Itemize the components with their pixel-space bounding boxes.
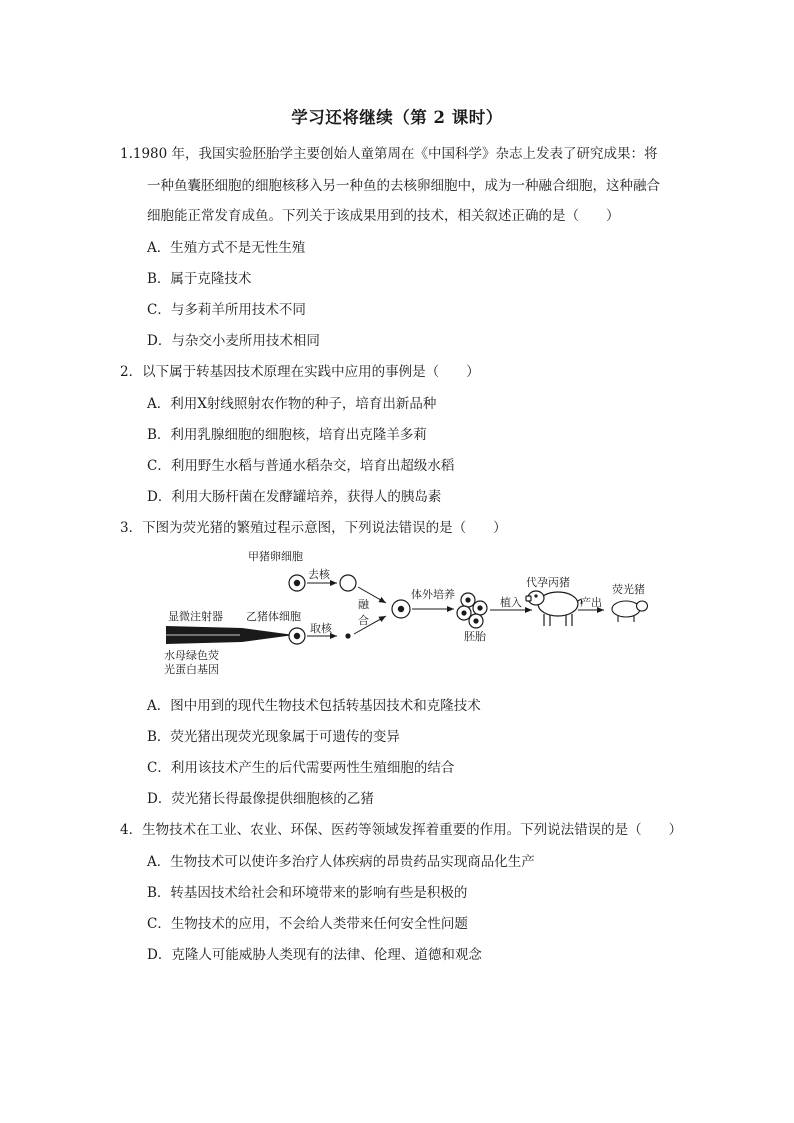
q3-option-b: B．荧光猪出现荧光现象属于可遗传的变异: [147, 729, 400, 745]
q2-option-b: B．利用乳腺细胞的细胞核，培育出克隆羊多莉: [147, 427, 427, 443]
q3-option-d: D．荧光猪长得最像提供细胞核的乙猪: [147, 791, 374, 807]
label-birth: 产出: [580, 596, 602, 609]
q2-stem: 2．以下属于转基因技术原理在实践中应用的事例是（ ）: [120, 364, 480, 380]
syringe-icon: [166, 626, 294, 644]
q2-option-a: A．利用X射线照射农作物的种子，培育出新品种: [147, 396, 437, 412]
label-embryo: 胚胎: [464, 630, 486, 643]
q4-option-c: C．生物技术的应用，不会给人类带来任何安全性问题: [147, 916, 468, 932]
label-qu-he: 去核: [308, 568, 330, 581]
q4-option-b: B．转基因技术给社会和环境带来的影响有些是积极的: [147, 885, 468, 901]
page-title: 学习还将继续（第 2 课时）: [291, 108, 503, 127]
q3-stem: 3．下图为荧光猪的繁殖过程示意图，下列说法错误的是（ ）: [120, 520, 507, 536]
q1-stem-line-3: 细胞能正常发育成鱼。下列关于该成果用到的技术，相关叙述正确的是（ ）: [147, 208, 620, 224]
enucleated-egg: [340, 575, 356, 591]
q4-option-a: A．生物技术可以使许多治疗人体疾病的昂贵药品实现商品化生产: [147, 854, 535, 870]
label-gene-line-1: 水母绿色荧: [164, 649, 219, 662]
label-fuse-2: 合: [358, 614, 369, 627]
label-syringe: 显微注射器: [168, 610, 223, 623]
label-jia-egg: 甲猪卵细胞: [248, 550, 303, 563]
extracted-nucleus: [345, 633, 350, 638]
embryo: [457, 593, 487, 628]
label-surrogate: 代孕丙猪: [526, 576, 570, 589]
q1-stem-line-1: 1.1980 年，我国实验胚胎学主要创始人童第周在《中国科学》杂志上发表了研究成果：将: [120, 146, 658, 162]
q1-option-d: D．与杂交小麦所用技术相同: [147, 333, 320, 349]
label-fuse-1: 融: [358, 598, 369, 611]
label-culture: 体外培养: [411, 588, 455, 601]
q1-option-a: A．生殖方式不是无性生殖: [147, 240, 306, 256]
fused-cell: [392, 600, 410, 618]
q1-stem-line-2: 一种鱼囊胚细胞的细胞核移入另一种鱼的去核卵细胞中，成为一种融合细胞，这种融合: [147, 178, 660, 194]
q4-stem: 4．生物技术在工业、农业、环保、医药等领域发挥着重要的作用。下列说法错误的是（ ）: [120, 822, 683, 838]
q1-option-c: C．与多莉羊所用技术不同: [147, 302, 306, 318]
label-yi-cell: 乙猪体细胞: [246, 610, 301, 623]
fluorescent-pig-diagram: [160, 546, 660, 686]
body-cell: [289, 628, 305, 644]
q1-option-b: B．属于克隆技术: [147, 271, 252, 287]
egg-cell-nucleated: [289, 575, 305, 591]
q2-option-d: D．利用大肠杆菌在发酵罐培养，获得人的胰岛素: [147, 489, 442, 505]
label-fluor-pig: 荧光猪: [612, 583, 645, 596]
q4-option-d: D．克隆人可能威胁人类现有的法律、伦理、道德和观念: [147, 947, 482, 963]
label-gene-line-2: 光蛋白基因: [164, 663, 219, 676]
label-implant: 植入: [500, 596, 522, 609]
surrogate-pig-icon: [526, 591, 582, 626]
label-qu-he-2: 取核: [310, 622, 332, 635]
fluorescent-pig-icon: [612, 601, 648, 622]
q2-option-c: C．利用野生水稻与普通水稻杂交，培育出超级水稻: [147, 458, 455, 474]
q3-option-a: A．图中用到的现代生物技术包括转基因技术和克隆技术: [147, 698, 481, 714]
q3-option-c: C．利用该技术产生的后代需要两性生殖细胞的结合: [147, 760, 455, 776]
